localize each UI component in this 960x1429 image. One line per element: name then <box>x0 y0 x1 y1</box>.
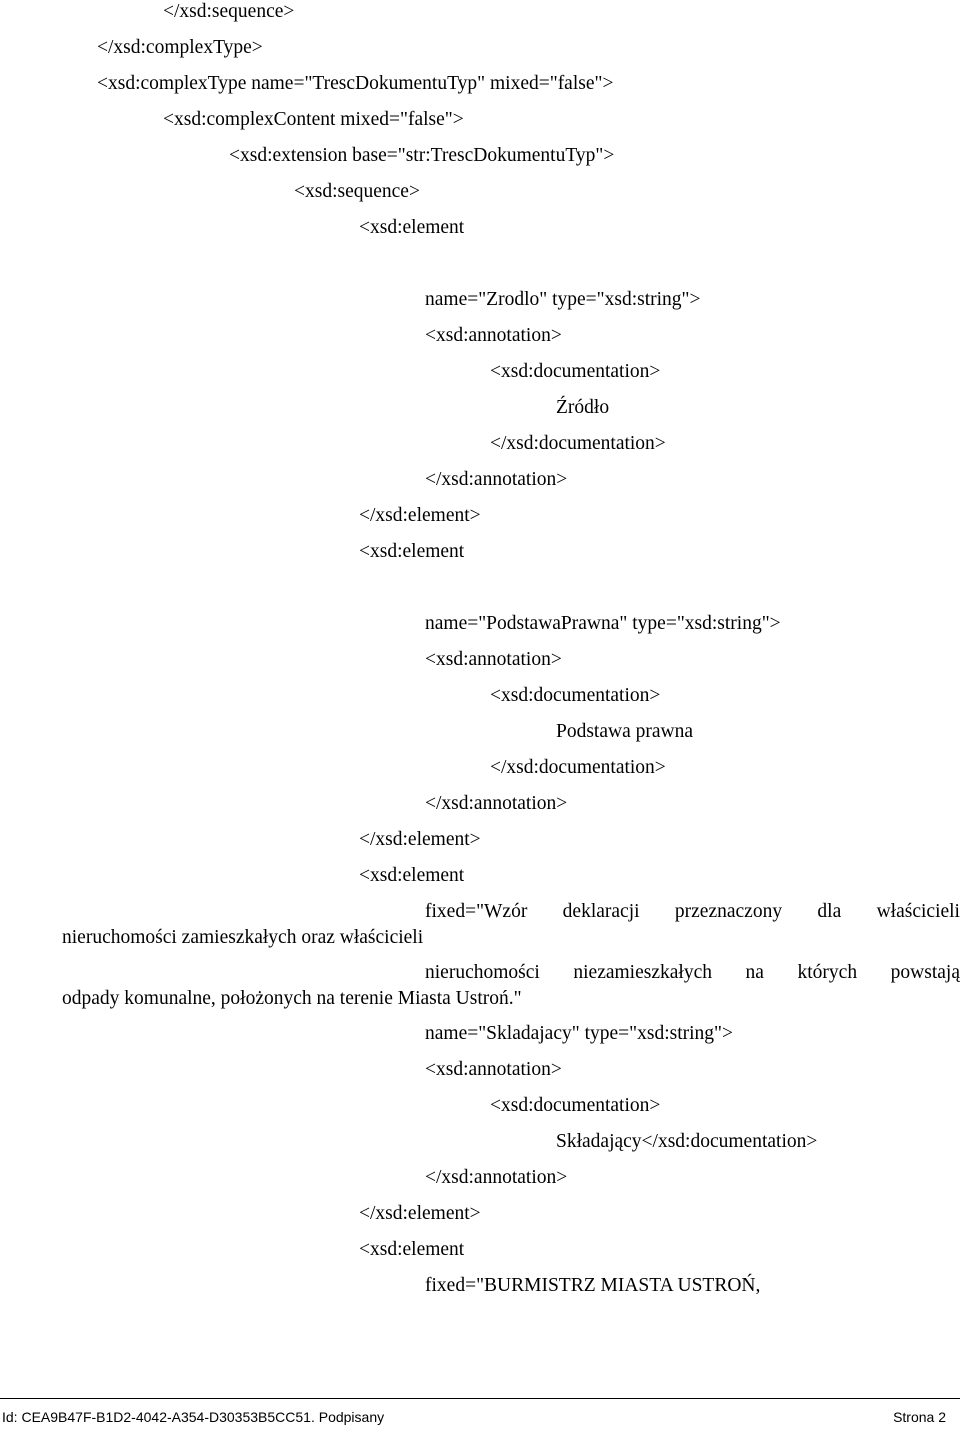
justified-line <box>425 900 960 924</box>
word: których <box>797 962 858 983</box>
code-line: </xsd:annotation> <box>425 469 568 490</box>
code-line: <xsd:complexContent mixed="false"> <box>163 109 464 130</box>
code-line: <xsd:annotation> <box>425 649 562 670</box>
code-line: <xsd:annotation> <box>425 1059 562 1080</box>
code-line: <xsd:element <box>359 217 465 238</box>
code-line: </xsd:element> <box>359 829 481 850</box>
word: powstają <box>890 962 960 983</box>
code-line: Podstawa prawna <box>556 721 694 742</box>
code-line: name="Zrodlo" type="xsd:string"> <box>425 289 701 310</box>
justified-line <box>425 961 960 985</box>
word: niezamieszkałych <box>573 962 712 983</box>
word: właścicieli <box>876 901 960 922</box>
code-line: <xsd:extension base="str:TrescDokumentuTyp"> <box>229 145 615 166</box>
code-line: </xsd:annotation> <box>425 793 568 814</box>
word: na <box>745 962 764 983</box>
code-line: Składający</xsd:documentation> <box>556 1131 818 1152</box>
word: deklaracji <box>562 901 640 922</box>
word: dla <box>817 901 842 922</box>
code-line: <xsd:complexType name="TrescDokumentuTyp" mixed="false"> <box>97 73 614 94</box>
code-line: <xsd:documentation> <box>490 361 661 382</box>
footer-document-id: Id: CEA9B47F-B1D2-4042-A354-D30353B5CC51. Podpisany <box>2 1409 385 1425</box>
code-line: </xsd:sequence> <box>163 1 295 22</box>
code-line: </xsd:documentation> <box>490 433 666 454</box>
code-line: <xsd:documentation> <box>490 1095 661 1116</box>
code-line: fixed="BURMISTRZ MIASTA USTROŃ, <box>425 1275 761 1296</box>
word: nieruchomości <box>425 962 540 983</box>
code-line: name="PodstawaPrawna" type="xsd:string"> <box>425 613 781 634</box>
code-line: </xsd:element> <box>359 505 481 526</box>
footer-page-number: Strona 2 <box>893 1409 946 1425</box>
code-line: </xsd:element> <box>359 1203 481 1224</box>
code-line: </xsd:annotation> <box>425 1167 568 1188</box>
code-line: </xsd:complexType> <box>97 37 263 58</box>
code-line: nieruchomości zamieszkałych oraz właścicieli <box>62 927 424 948</box>
code-line: <xsd:sequence> <box>294 181 420 202</box>
code-line: <xsd:documentation> <box>490 685 661 706</box>
code-line: name="Skladajacy" type="xsd:string"> <box>425 1023 733 1044</box>
code-line: odpady komunalne, położonych na terenie Miasta Ustroń." <box>62 988 522 1009</box>
code-line: </xsd:documentation> <box>490 757 666 778</box>
code-line: <xsd:element <box>359 1239 465 1260</box>
word: fixed="Wzór <box>425 901 528 922</box>
page-footer <box>0 1398 960 1429</box>
code-line: <xsd:element <box>359 541 465 562</box>
word: przeznaczony <box>674 901 783 922</box>
code-line: <xsd:element <box>359 865 465 886</box>
code-line: <xsd:annotation> <box>425 325 562 346</box>
code-line: Źródło <box>556 397 610 418</box>
